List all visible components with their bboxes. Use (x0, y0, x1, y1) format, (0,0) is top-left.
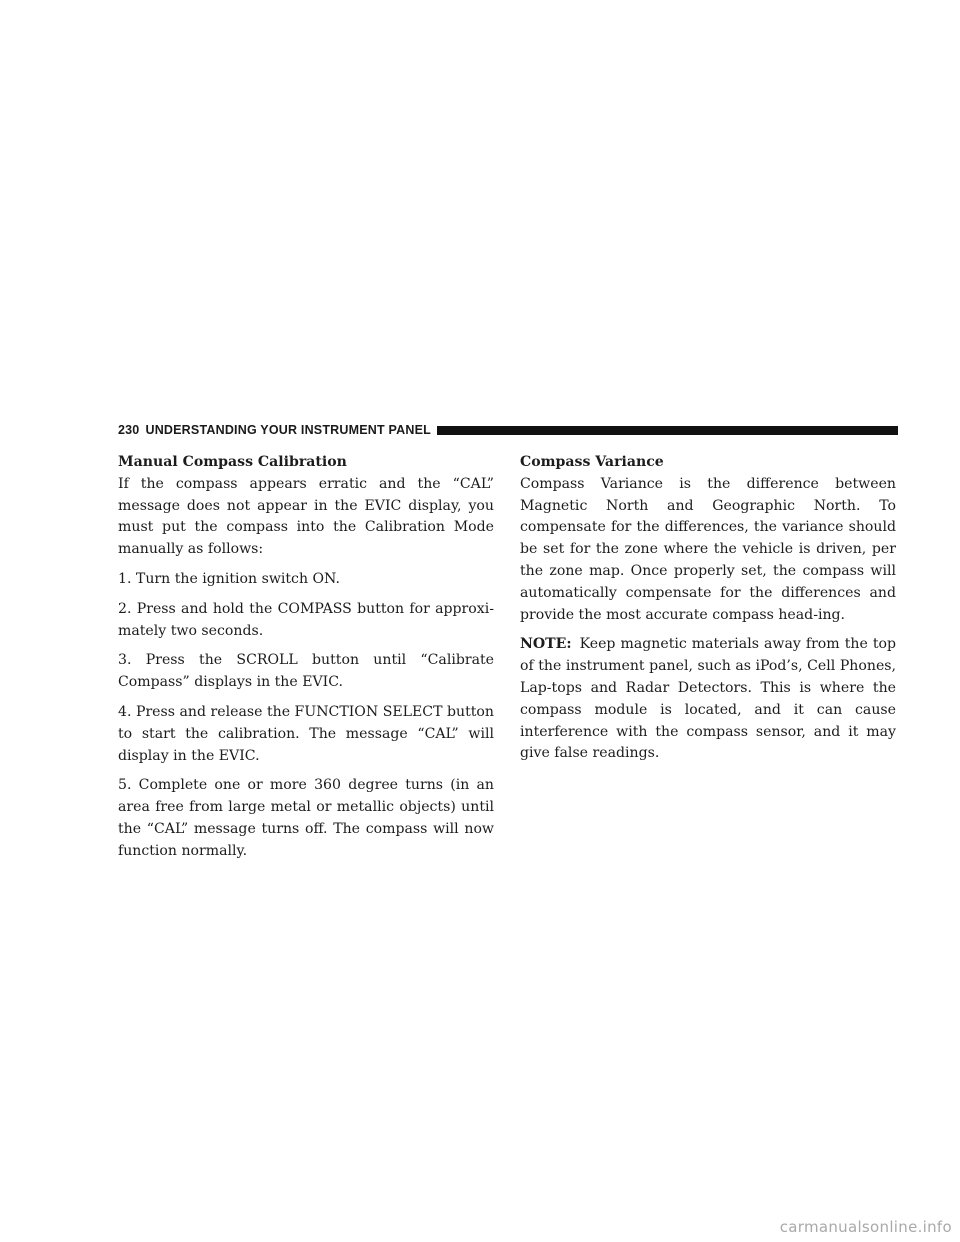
right-column (520, 452, 896, 773)
manual-calibration-heading: Manual Compass Calibration (118, 454, 347, 470)
calibration-step-2: 2. Press and hold the COMPASS button for approxi-mately two seconds. (118, 600, 494, 639)
page-number: 230 (118, 423, 140, 437)
calibration-step-5: 5. Complete one or more 360 degree turns (in an area free from large metal or metallic objects) until the “CAL” message turns off. The compass will now function normally. (118, 777, 494, 859)
header-rule (437, 426, 898, 435)
compass-variance-body: Compass Variance is the difference between Magnetic North and Geographic North. To compensate for the differences, the variance should be set for the zone where the vehicle is driven, per the zone map. Once properly set, the compass will automatically compensate for the differences and provide the most accurate compass head-ing. (520, 475, 896, 623)
left-column (118, 452, 494, 871)
calibration-step-3: 3. Press the SCROLL button until “Calibrate Compass” displays in the EVIC. (118, 652, 494, 691)
compass-variance-heading: Compass Variance (520, 454, 664, 470)
note-label: NOTE: (520, 636, 572, 653)
site-watermark: carmanualsonline.info (779, 1218, 952, 1236)
note-text: Keep magnetic materials away from the top of the instrument panel, such as iPod’s, Cell Phones, Lap-tops and Radar Detectors. This is where the compass module is located, and it can cause interference with the compass sensor, and it may give false readings. (520, 636, 896, 762)
calibration-step-4: 4. Press and release the FUNCTION SELECT button to start the calibration. The message “CAL” will display in the EVIC. (118, 703, 494, 764)
calibration-step-1: 1. Turn the ignition switch ON. (118, 570, 340, 587)
calibration-intro: If the compass appears erratic and the “CAL” message does not appear in the EVIC display, you must put the compass into the Calibration Mode manually as follows: (118, 475, 494, 558)
page-header (118, 422, 898, 438)
section-title: UNDERSTANDING YOUR INSTRUMENT PANEL (145, 423, 431, 437)
note-paragraph (520, 634, 896, 765)
